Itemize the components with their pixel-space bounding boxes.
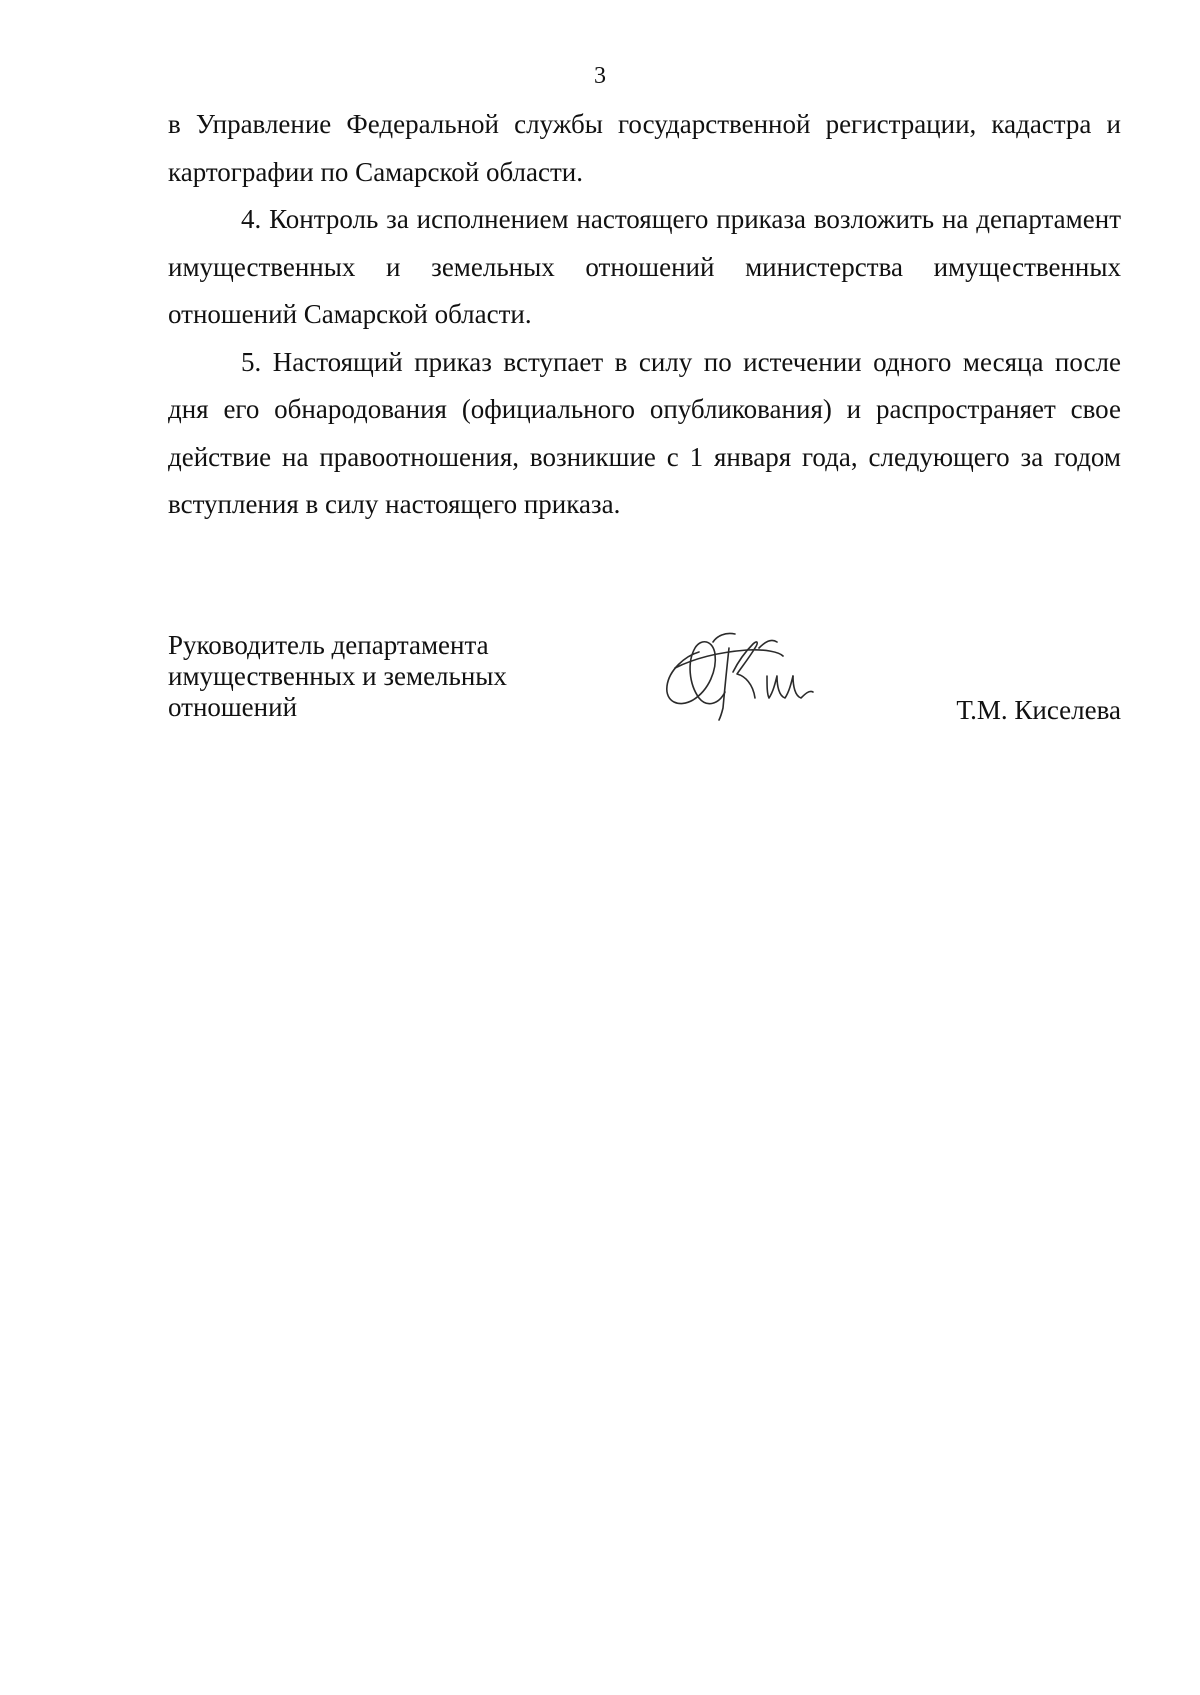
signatory-title — [168, 630, 568, 723]
signatory-title-line: имущественных и земельных — [168, 661, 507, 691]
handwritten-signature — [655, 612, 855, 722]
paragraph-item-4: 4. Контроль за исполнением настоящего приказа возложить на департамент имущественных и земельных отношений министерства имущественных отношений Самарской области. — [168, 204, 1121, 329]
document-body — [168, 101, 1121, 529]
signatory-title-line: Руководитель департамента — [168, 630, 489, 660]
signatory-name: Т.М. Киселева — [956, 695, 1121, 725]
paragraph-continuation: в Управление Федеральной службы государственной регистрации, кадастра и картографии по Самарской области. — [168, 109, 1121, 187]
signatory-title-line: отношений — [168, 692, 298, 722]
paragraph-item-5: 5. Настоящий приказ вступает в силу по истечении одного месяца после дня его обнародования (официального опубликования) и распространяет свое действие на правоотношения, возникшие с 1 января года, следующего за годом вступления в силу настоящего приказа. — [168, 346, 1121, 519]
page-number: 3 — [594, 63, 606, 89]
